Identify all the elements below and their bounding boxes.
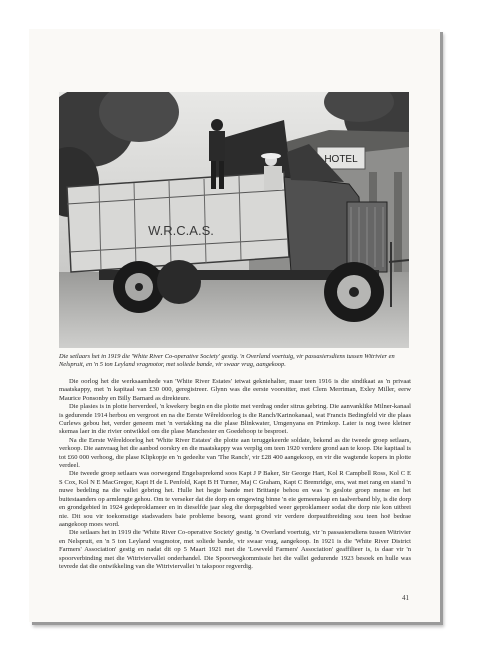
photo-caption: Die setlaars het in 1919 die 'White River Co-operative Society' gestig. 'n Overland voertuig, vir passasiersdiens tussen Witrivier en Nelspruit, en 'n 5 ton Leyland vragmotor, met soliede bande, vir swaar vrag, aangekoop.	[59, 353, 395, 369]
truck-photo-illustration	[59, 92, 409, 348]
hotel-sign-text: HOTEL	[324, 154, 358, 165]
paragraph: Die tweede groep setlaars was oorwegend Engelssprekend soos Kapt J P Baker, Sir George Hart, Kol R Campbell Ross, Kol C E S Cox, Kol N E MacGregor, Kapt H de L Penfold, Kapt B H Turner, Maj C Graham, Kapt C Bremridge, ens, wat met rang en stand 'n nuwe bedeling na die vallei gebring het. Hulle het hegte bande met Brittanje behou en was 'n geslote groep mense en het buitestaanders op armlengte gehou. Om te verseker dat die dorp en omgewing binne 'n eie gemeenskap en taalverband bly, is die dorp en grondgebied in 1924 gedeproklameer en in dieselfde jaar sleg die dorpsgebied weer geproklameer sodat die dorp nie kon uitbrei nie. Dit sou vir toekomstige stadsvaders baie probleme besorg, want grond vir verdere dorpsuitbreiding sou teen hoë bedrae aangekoop moes word.	[59, 470, 411, 528]
paragraph: Die plasies is in plotte herverdeel, 'n kwekery begin en die plotte met verdrag onder sitrus gebring. Die aanvanklike Milner-kanaal is gedurende 1914 herbou en vergroot en na die Eerste Wêreldoorlog is die Ranch/Karinokanaal, wat Francis Bedingfeld vir die plaas Curlews gebou het, verder geneem met 'n vertakking na die plase Blinkwater, Umgenyana en Primkop. Later is nog twee kleiner skemas laer in die rivier ontwikkel om die plase Manchester en Goedehoop te besproei.	[59, 403, 411, 436]
historical-photo	[59, 92, 409, 348]
paragraph: Na die Eerste Wêreldoorlog het 'White River Estates' die plotte aan teruggekeerde soldate, bekend as die tweede groep setlaars, verkoop. Die aanvraag het die aanbod oorskry en die maatskappy was verplig om teen 1920 verdere grond aan te koop. Die kapitaal is tot £60 000 verhoog, die plase Klipkopje en 'n gedeelte van 'The Ranch', vir £28 400 aangekoop, en vir die wagtende kopers in plotte verdeel.	[59, 436, 411, 470]
page-number: 41	[402, 594, 409, 602]
article-body	[59, 378, 411, 571]
paragraph: Die oorlog het die werksaamhede van 'White River Estates' ietwat gekniehalter, maar teen 1916 is die sindikaat as 'n privaat maatskappy, met 'n kapitaal van £30 000, geregistreer. Glynn was die eerste voorsitter, met Clem Merriman, Exley Miller, eerw Maurice Ponsonby en Billy Barnard as direkteure.	[59, 378, 411, 402]
truck-lettering-text: W.R.C.A.S.	[148, 223, 214, 238]
book-page	[29, 29, 440, 622]
paragraph: Die setlaars het in 1919 die 'White River Co-operative Society' gestig. 'n Overland voertuig, vir 'n passasiersdiens tussen Witrivier en Nelspruit, en 'n 5 ton Leyland vragmotor, met soliede bande, vir swaar vrag, aangekoop. In 1921 is die 'White River District Farmers' Association' gestig en nadat dit op 5 Maart 1921 met die 'Lowveld Farmers' Association' geaffilieer is, is daar vir 'n spoorverbinding met die Witriviervallei onderhandel. Die Spoorwegkommissie het die vallei gedurende 1923 besoek en hulle was tevrede dat die ontwikkeling van die Witriviervallei 'n takspoor regverdig.	[59, 529, 411, 570]
